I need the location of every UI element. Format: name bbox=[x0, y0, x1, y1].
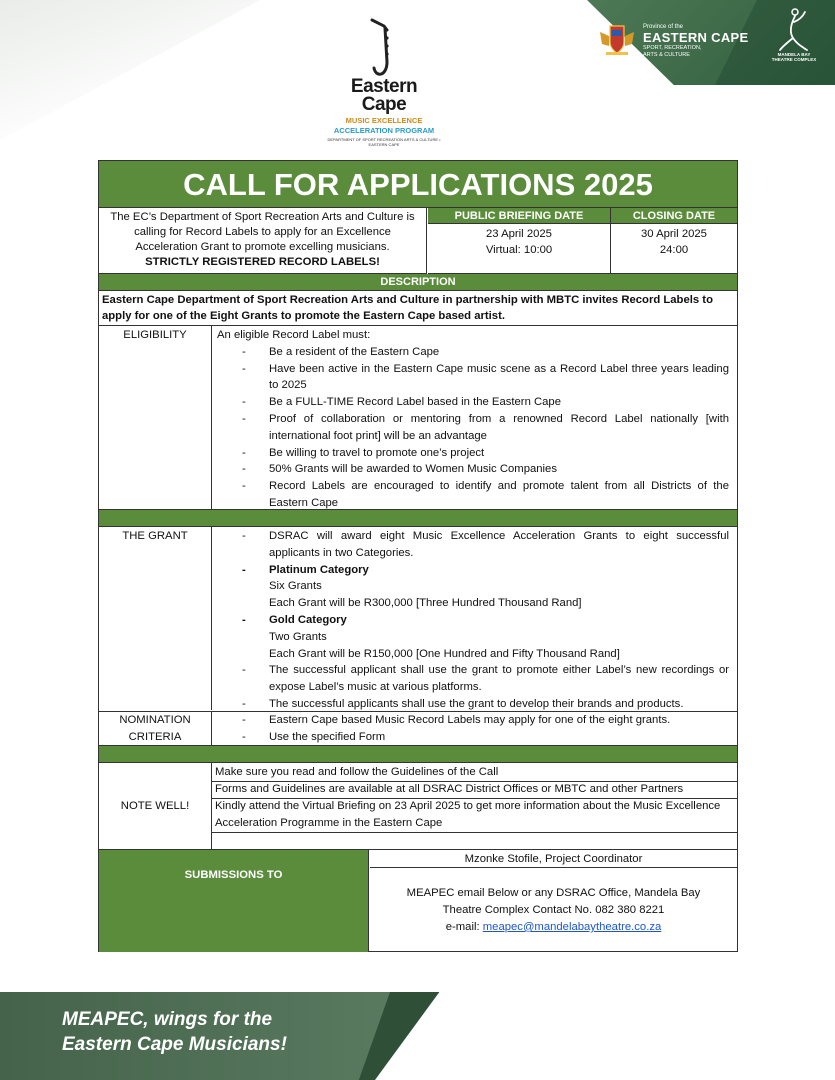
footer-banner bbox=[0, 992, 835, 1080]
list-item: - DSRAC will award eight Music Excellence Acceleration Grants to eight successful applicants in two Categories. bbox=[242, 530, 729, 559]
logo-word-eastern: Eastern bbox=[350, 76, 418, 97]
separator-band bbox=[99, 746, 737, 763]
intro-strong: STRICTLY REGISTERED RECORD LABELS! bbox=[145, 256, 380, 268]
briefing-header: PUBLIC BRIEFING DATE bbox=[428, 208, 610, 224]
corner-decoration-left bbox=[0, 0, 260, 140]
submissions-line2: Theatre Complex Contact No. 082 380 8221 bbox=[442, 904, 665, 916]
grant-label: THE GRANT bbox=[122, 530, 188, 542]
submissions-details bbox=[370, 868, 737, 952]
separator-band bbox=[99, 510, 737, 527]
description-header: DESCRIPTION bbox=[99, 274, 737, 291]
theatre-logo bbox=[770, 8, 818, 72]
logo-word-cape: Cape bbox=[361, 94, 407, 115]
email-link[interactable]: meapec@mandelabaytheatre.co.za bbox=[482, 921, 662, 933]
government-logo-text bbox=[643, 24, 748, 59]
list-item: - Be willing to travel to promote one’s project bbox=[242, 446, 485, 459]
footer-banner-right bbox=[375, 992, 835, 1080]
theatre-line-1: MANDELA BAY bbox=[777, 52, 811, 57]
nomination-content bbox=[212, 712, 737, 746]
intro-text bbox=[99, 208, 427, 274]
gold-count: Two Grants bbox=[269, 630, 327, 643]
government-province: Province of the bbox=[643, 24, 684, 30]
nomination-label-line1: NOMINATION bbox=[119, 714, 191, 726]
list-item: - Record Labels are encouraged to identify and promote talent from all Districts of the Eastern Cape bbox=[242, 480, 729, 509]
platinum-amount: Each Grant will be R300,000 [Three Hundred Thousand Rand] bbox=[269, 597, 582, 610]
footer-slogan bbox=[62, 1007, 287, 1057]
government-eastern-cape: EASTERN CAPE bbox=[643, 30, 749, 45]
list-item: - The successful applicants shall use the grant to develop their brands and products. bbox=[242, 697, 684, 710]
list-item: - Proof of collaboration or mentoring from a renowned Record Label nationally [with international foot print] will be an advantage bbox=[242, 412, 729, 442]
footer-slogan-line2: Eastern Cape Musicians! bbox=[62, 1034, 287, 1055]
platinum-count: Six Grants bbox=[269, 580, 322, 593]
government-department-1: SPORT, RECREATION, bbox=[643, 45, 702, 51]
description-text: Eastern Cape Department of Sport Recreation Arts and Culture in partnership with MBTC invites Record Labels to apply for one of the Eight Grants to promote the Eastern Cape based artist. bbox=[99, 291, 737, 326]
list-item: - Use the specified Form bbox=[242, 730, 386, 743]
government-department-2: ARTS & CULTURE bbox=[643, 52, 690, 58]
list-item: - Have been active in the Eastern Cape music scene as a Record Label three years leading to 2025 bbox=[242, 362, 729, 392]
intro-body: The EC’s Department of Sport Recreation Arts and Culture is calling for Record Labels to apply for an Excellence Acceleration Grant to promote excelling musicians. bbox=[110, 211, 415, 253]
briefing-time: Virtual: 10:00 bbox=[485, 244, 553, 256]
eligibility-content bbox=[212, 327, 737, 512]
logo-department-line: DEPARTMENT OF SPORT RECREATION ARTS & CULTURE • EASTERN CAPE bbox=[327, 137, 441, 147]
nomination-label-line2: CRITERIA bbox=[128, 731, 182, 743]
platinum-category-title: - Platinum Category bbox=[242, 563, 369, 576]
briefing-cell bbox=[428, 225, 610, 274]
list-item: - Be a resident of the Eastern Cape bbox=[242, 345, 440, 358]
application-table bbox=[98, 160, 738, 952]
page-title: CALL FOR APPLICATIONS 2025 bbox=[99, 161, 737, 208]
submissions-email-line bbox=[370, 919, 737, 936]
grant-content bbox=[212, 528, 737, 713]
gold-category-title: - Gold Category bbox=[242, 613, 347, 626]
closing-cell bbox=[611, 225, 737, 274]
logo-music-excellence: MUSIC EXCELLENCE bbox=[345, 116, 423, 125]
note-label: NOTE WELL! bbox=[120, 800, 190, 812]
footer-slogan-line1: MEAPEC, wings for the bbox=[62, 1009, 273, 1030]
submissions-line1: MEAPEC email Below or any DSRAC Office, Mandela Bay bbox=[406, 887, 701, 899]
eligibility-lead: An eligible Record Label must: bbox=[217, 329, 371, 341]
eligibility-label: ELIGIBILITY bbox=[123, 329, 187, 341]
dancer-icon bbox=[777, 8, 811, 52]
theatre-line-2: THEATRE COMPLEX bbox=[771, 57, 817, 62]
submissions-contact: Mzonke Stofile, Project Coordinator bbox=[370, 850, 737, 868]
closing-date: 30 April 2025 bbox=[641, 228, 707, 240]
list-item: - 50% Grants will be awarded to Women Music Companies bbox=[242, 463, 557, 476]
list-item: - Eastern Cape based Music Record Labels may apply for one of the eight grants. bbox=[242, 714, 671, 726]
list-item: - The successful applicant shall use the grant to promote either Label’s new recordings or expose Label’s music at various platforms. bbox=[242, 664, 729, 694]
program-logo bbox=[322, 16, 446, 147]
nomination-label bbox=[99, 712, 211, 746]
closing-header: CLOSING DATE bbox=[611, 208, 737, 224]
closing-time: 24:00 bbox=[659, 244, 689, 256]
divider bbox=[211, 833, 212, 850]
logo-acceleration-program: ACCELERATION PROGRAM bbox=[333, 126, 435, 135]
gold-amount: Each Grant will be R150,000 [One Hundred and Fifty Thousand Rand] bbox=[269, 647, 620, 660]
list-item: - Be a FULL-TIME Record Label based in the Eastern Cape bbox=[242, 396, 561, 409]
note-row: Forms and Guidelines are available at all DSRAC District Offices or MBTC and other Partners bbox=[212, 781, 737, 799]
note-row: Make sure you read and follow the Guidelines of the Call bbox=[212, 764, 737, 782]
briefing-date: 23 April 2025 bbox=[486, 228, 552, 240]
email-prefix: e-mail: bbox=[445, 921, 483, 933]
note-row: Kindly attend the Virtual Briefing on 23 April 2025 to get more information about the Music Excellence Acceleration Programme in the Eastern Cape bbox=[212, 798, 737, 833]
submissions-label: SUBMISSIONS TO bbox=[99, 850, 369, 952]
coat-of-arms-icon bbox=[596, 22, 638, 56]
